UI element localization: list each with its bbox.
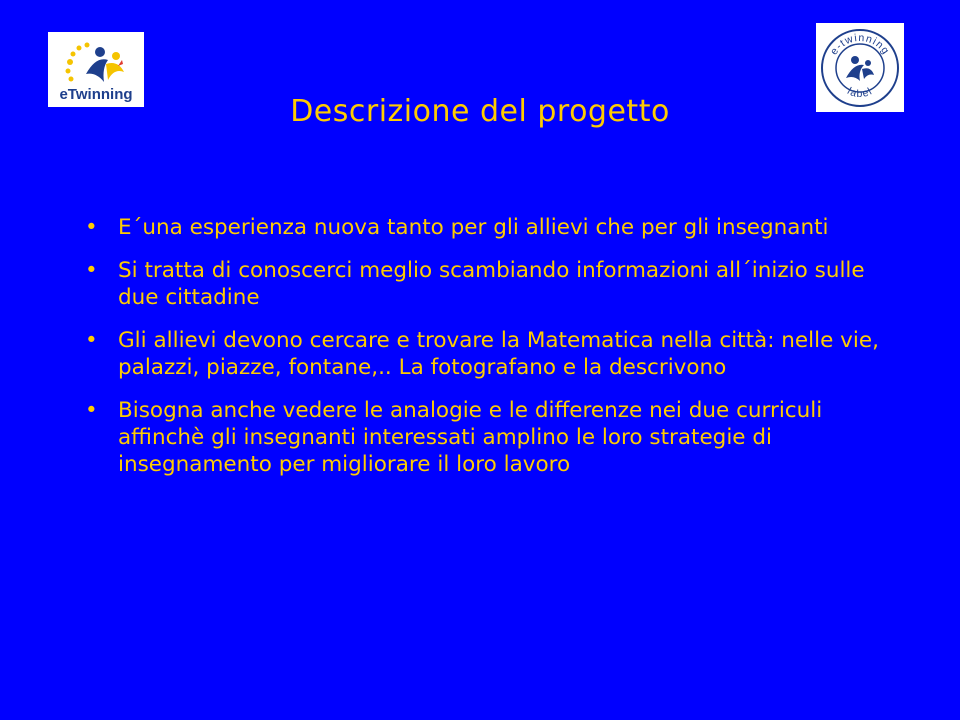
label-figures-icon (846, 56, 874, 81)
twin-figures-icon (86, 47, 124, 82)
bullet-icon: • (85, 398, 98, 423)
bullet-text: Gli allievi devono cercare e trovare la Matematica nella città: nelle vie, palazzi, piazze, fontane,.. La fotografano e la descrivono (118, 328, 879, 380)
bullet-list (84, 214, 904, 494)
bullet-item (84, 214, 904, 241)
etwinning-logo-text: eTwinning (59, 86, 133, 103)
bullet-text: E´una esperienza nuova tanto per gli allievi che per gli insegnanti (118, 215, 829, 240)
bullet-icon: • (85, 328, 98, 353)
bullet-item (84, 327, 904, 381)
bullet-text: Bisogna anche vedere le analogie e le differenze nei due curriculi affinchè gli insegnanti interessati amplino le loro strategie di insegnamento per migliorare il loro lavoro (118, 398, 823, 477)
bullet-icon: • (85, 215, 98, 240)
bullet-item (84, 257, 904, 311)
bullet-item (84, 397, 904, 478)
bullet-icon: • (85, 258, 98, 283)
bullet-text: Si tratta di conoscerci meglio scambiando informazioni all´inizio sulle due cittadine (118, 258, 865, 310)
label-ring-bottom-text: label (845, 85, 875, 100)
label-ring-top-text: e-twinning (827, 31, 893, 58)
slide-title: Descrizione del progetto (290, 94, 670, 129)
star-arc-icon (66, 43, 90, 82)
